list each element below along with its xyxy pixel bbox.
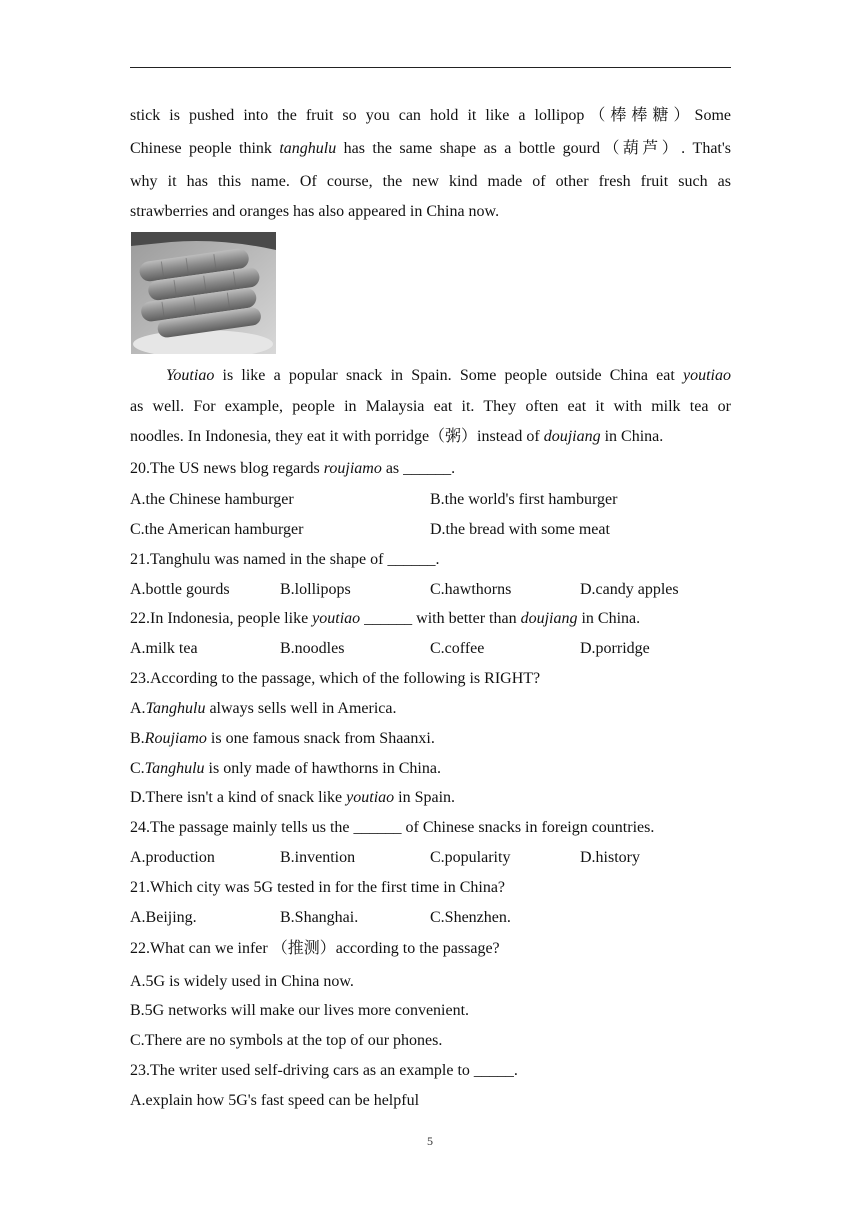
header-rule — [130, 67, 731, 68]
answer-option: D.the bread with some meat — [430, 521, 610, 538]
question-stem: 21.Tanghulu was named in the shape of ______. — [130, 551, 440, 568]
answer-option: B.invention — [280, 849, 356, 866]
question-stem: 20.The US news blog regards roujiamo as ______. — [130, 460, 456, 477]
answer-option: C.popularity — [430, 849, 511, 866]
answer-option: A.production — [130, 849, 215, 866]
passage-line: as well. For example, people in Malaysia eat it. They often eat it with milk tea or — [130, 398, 731, 415]
answer-option: C.hawthorns — [430, 581, 512, 598]
answer-option: B.the world's first hamburger — [430, 491, 618, 508]
answer-option: B.5G networks will make our lives more convenient. — [130, 1002, 470, 1019]
answer-option: C.Shenzhen. — [430, 909, 511, 926]
answer-option: B.Shanghai. — [280, 909, 359, 926]
page-number: 5 — [427, 1134, 433, 1148]
passage-line: strawberries and oranges has also appeared in China now. — [130, 203, 500, 220]
answer-option: D.porridge — [580, 640, 650, 657]
answer-option: C.There are no symbols at the top of our phones. — [130, 1032, 443, 1049]
answer-option: A.Tanghulu always sells well in America. — [130, 700, 397, 717]
passage-line: stick is pushed into the fruit so you can hold it like a lollipop（棒棒糖）Some — [130, 107, 731, 124]
answer-option: B.noodles — [280, 640, 345, 657]
passage-line: why it has this name. Of course, the new kind made of other fresh fruit such as — [130, 173, 731, 190]
answer-option: D.There isn't a kind of snack like youtiao in Spain. — [130, 789, 456, 806]
answer-option: B.Roujiamo is one famous snack from Shaanxi. — [130, 730, 435, 747]
question-stem: 24.The passage mainly tells us the ______ of Chinese snacks in foreign countries. — [130, 819, 655, 836]
question-stem: 22.What can we infer （推测）according to the passage? — [130, 940, 500, 957]
answer-option: A.the Chinese hamburger — [130, 491, 294, 508]
answer-option: A.Beijing. — [130, 909, 197, 926]
answer-option: A.5G is widely used in China now. — [130, 973, 354, 990]
question-stem: 22.In Indonesia, people like youtiao ______ with better than doujiang in China. — [130, 610, 641, 627]
answer-option: C.coffee — [430, 640, 485, 657]
answer-option: A.milk tea — [130, 640, 198, 657]
question-stem: 23.According to the passage, which of the following is RIGHT? — [130, 670, 541, 687]
answer-option: A.explain how 5G's fast speed can be helpful — [130, 1092, 420, 1109]
youtiao-photo — [131, 232, 276, 354]
passage-line: Chinese people think tanghulu has the same shape as a bottle gourd（葫芦）. That's — [130, 140, 731, 157]
answer-option: C.the American hamburger — [130, 521, 304, 538]
answer-option: D.history — [580, 849, 640, 866]
passage-line: noodles. In Indonesia, they eat it with porridge（粥）instead of doujiang in China. — [130, 428, 664, 445]
answer-option: B.lollipops — [280, 581, 351, 598]
question-stem: 21.Which city was 5G tested in for the first time in China? — [130, 879, 506, 896]
passage-line: Youtiao is like a popular snack in Spain. Some people outside China eat youtiao — [166, 367, 731, 384]
answer-option: D.candy apples — [580, 581, 679, 598]
answer-option: C.Tanghulu is only made of hawthorns in China. — [130, 760, 441, 777]
question-stem: 23.The writer used self-driving cars as an example to _____. — [130, 1062, 518, 1079]
answer-option: A.bottle gourds — [130, 581, 230, 598]
